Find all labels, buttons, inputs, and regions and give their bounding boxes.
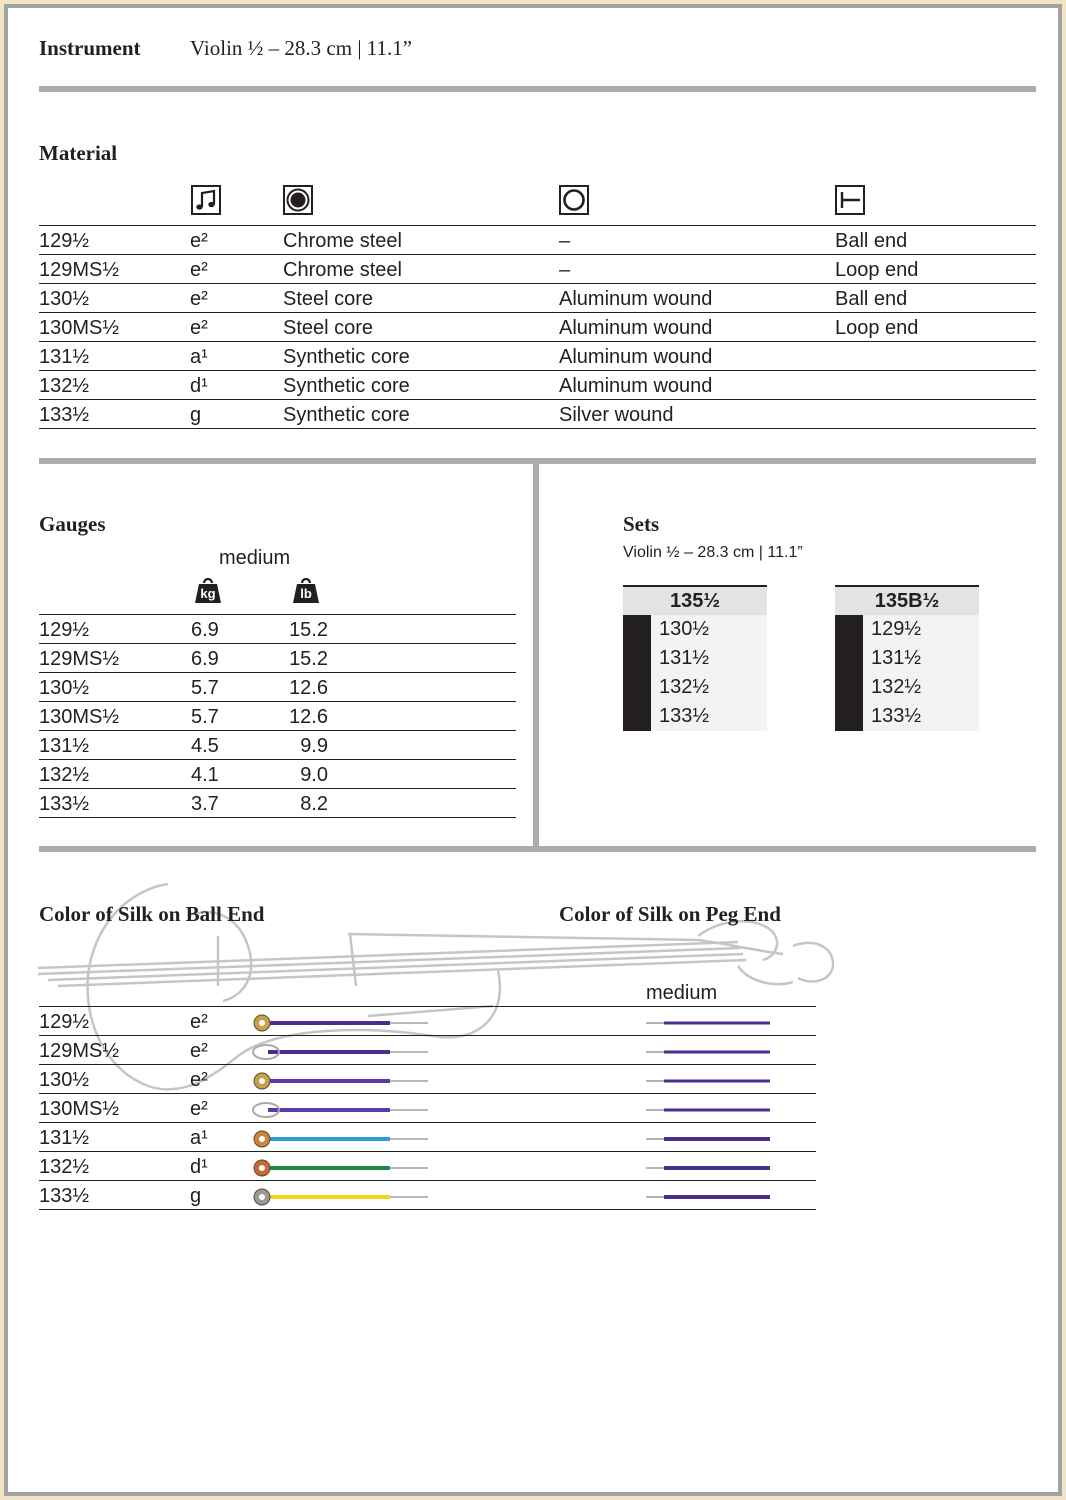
table-row-rule bbox=[39, 1093, 816, 1094]
ball-end-string-image bbox=[250, 1129, 430, 1149]
core-icon bbox=[283, 185, 313, 215]
table-row-rule bbox=[39, 1209, 816, 1210]
note-cell: a¹ bbox=[190, 346, 208, 368]
peg-end-string-image bbox=[644, 1100, 774, 1120]
note-cell: e² bbox=[190, 1098, 208, 1120]
table-row-rule bbox=[39, 788, 516, 789]
core-cell: Chrome steel bbox=[283, 259, 402, 281]
table-row-rule bbox=[39, 1035, 816, 1036]
end-cell: Ball end bbox=[835, 288, 908, 310]
set-name: 135½ bbox=[623, 585, 767, 615]
table-row-rule bbox=[39, 370, 1036, 371]
lb-value: 15.2 bbox=[289, 619, 328, 641]
table-row-rule bbox=[39, 1064, 816, 1065]
instrument-value: Violin ½ – 28.3 cm | 11.1” bbox=[190, 36, 413, 60]
kg-value: 6.9 bbox=[191, 648, 219, 670]
silk-ball-title: Color of Silk on Ball End bbox=[39, 902, 265, 926]
ball-end-hole bbox=[259, 1020, 265, 1026]
end-cell: Ball end bbox=[835, 230, 908, 252]
set-items bbox=[863, 615, 979, 731]
winding-cell: Aluminum wound bbox=[559, 346, 713, 368]
table-row-rule bbox=[39, 759, 516, 760]
table-row-rule bbox=[39, 341, 1036, 342]
note-cell: g bbox=[190, 404, 202, 426]
end-cell: Loop end bbox=[835, 259, 919, 281]
kg-value: 4.1 bbox=[191, 764, 219, 786]
set-item: 131½ bbox=[659, 647, 710, 669]
string-id: 129MS½ bbox=[39, 648, 120, 670]
set-item: 129½ bbox=[871, 618, 922, 640]
note-cell: e² bbox=[190, 230, 208, 252]
string-id: 130MS½ bbox=[39, 317, 120, 339]
table-row-rule bbox=[39, 283, 1036, 284]
end-icon bbox=[835, 185, 865, 215]
string-id: 130½ bbox=[39, 1069, 90, 1091]
core-cell: Synthetic core bbox=[283, 375, 410, 397]
table-row-rule bbox=[39, 817, 516, 818]
ball-end-hole bbox=[259, 1194, 265, 1200]
ball-end-hole bbox=[259, 1136, 265, 1142]
divider bbox=[39, 846, 1036, 852]
table-top-rule bbox=[39, 225, 1036, 226]
note-cell: a¹ bbox=[190, 1127, 208, 1149]
lb-value: 12.6 bbox=[289, 677, 328, 699]
table-row-rule bbox=[39, 1151, 816, 1152]
table-row-rule bbox=[39, 672, 516, 673]
set-color-bar bbox=[835, 615, 863, 731]
peg-end-string-image bbox=[644, 1129, 774, 1149]
sets-subtitle: Violin ½ – 28.3 cm | 11.1” bbox=[623, 544, 803, 561]
vertical-divider bbox=[533, 464, 539, 847]
lb-value: 9.0 bbox=[300, 764, 328, 786]
table-row-rule bbox=[39, 254, 1036, 255]
set-item: 133½ bbox=[659, 705, 710, 727]
note-cell: g bbox=[190, 1185, 202, 1207]
table-row-rule bbox=[39, 1122, 816, 1123]
string-id: 129MS½ bbox=[39, 259, 120, 281]
note-cell: e² bbox=[190, 317, 208, 339]
winding-cell: Aluminum wound bbox=[559, 317, 713, 339]
table-row-rule bbox=[39, 428, 1036, 429]
kg-value: 5.7 bbox=[191, 677, 219, 699]
table-top-rule bbox=[39, 1006, 816, 1007]
ball-end-hole bbox=[259, 1078, 265, 1084]
winding-cell: Silver wound bbox=[559, 404, 674, 426]
string-id: 132½ bbox=[39, 1156, 90, 1178]
peg-end-string-image bbox=[644, 1187, 774, 1207]
table-row-rule bbox=[39, 1180, 816, 1181]
lb-unit-label: lb bbox=[300, 586, 312, 601]
note-cell: e² bbox=[190, 1011, 208, 1033]
string-id: 132½ bbox=[39, 375, 90, 397]
divider bbox=[39, 86, 1036, 92]
set-name: 135B½ bbox=[835, 585, 979, 615]
note-cell: d¹ bbox=[190, 1156, 208, 1178]
string-id: 130½ bbox=[39, 677, 90, 699]
sets-title: Sets bbox=[623, 512, 660, 536]
table-row-rule bbox=[39, 312, 1036, 313]
ball-end-hole bbox=[259, 1165, 265, 1171]
ball-end-string-image bbox=[250, 1042, 430, 1062]
lb-value: 15.2 bbox=[289, 648, 328, 670]
lb-value: 12.6 bbox=[289, 706, 328, 728]
kg-value: 6.9 bbox=[191, 619, 219, 641]
core-cell: Synthetic core bbox=[283, 346, 410, 368]
core-cell: Synthetic core bbox=[283, 404, 410, 426]
lb-value: 9.9 bbox=[300, 735, 328, 757]
gauges-title: Gauges bbox=[39, 512, 106, 536]
note-cell: e² bbox=[190, 259, 208, 281]
page-frame bbox=[4, 4, 1062, 1496]
core-cell: Steel core bbox=[283, 317, 374, 339]
set-item: 131½ bbox=[871, 647, 922, 669]
table-row-rule bbox=[39, 399, 1036, 400]
string-id: 133½ bbox=[39, 404, 90, 426]
string-id: 129MS½ bbox=[39, 1040, 120, 1062]
string-id: 130MS½ bbox=[39, 706, 120, 728]
silk-peg-subtitle: medium bbox=[646, 982, 718, 1004]
ball-end-string-image bbox=[250, 1187, 430, 1207]
winding-cell: Aluminum wound bbox=[559, 375, 713, 397]
string-id: 129½ bbox=[39, 230, 90, 252]
peg-end-string-image bbox=[644, 1042, 774, 1062]
string-id: 129½ bbox=[39, 1011, 90, 1033]
table-top-rule bbox=[39, 614, 516, 615]
lb-weight-icon bbox=[292, 578, 320, 604]
ball-end-string-image bbox=[250, 1100, 430, 1120]
note-cell: e² bbox=[190, 288, 208, 310]
note-cell: e² bbox=[190, 1040, 208, 1062]
silk-peg-title: Color of Silk on Peg End bbox=[559, 902, 781, 926]
ball-end-string-image bbox=[250, 1158, 430, 1178]
end-cell: Loop end bbox=[835, 317, 919, 339]
spec-sheet bbox=[8, 8, 1058, 1492]
core-cell: Steel core bbox=[283, 288, 374, 310]
string-id: 133½ bbox=[39, 793, 90, 815]
peg-end-string-image bbox=[644, 1071, 774, 1091]
set-items bbox=[651, 615, 767, 731]
table-row-rule bbox=[39, 730, 516, 731]
string-id: 131½ bbox=[39, 735, 90, 757]
string-id: 130½ bbox=[39, 288, 90, 310]
note-cell: e² bbox=[190, 1069, 208, 1091]
kg-value: 5.7 bbox=[191, 706, 219, 728]
table-row-rule bbox=[39, 643, 516, 644]
winding-cell: – bbox=[559, 259, 571, 281]
kg-value: 4.5 bbox=[191, 735, 219, 757]
core-cell: Chrome steel bbox=[283, 230, 402, 252]
lb-value: 8.2 bbox=[300, 793, 328, 815]
set-item: 130½ bbox=[659, 618, 710, 640]
gauges-subtitle: medium bbox=[219, 547, 291, 569]
winding-cell: Aluminum wound bbox=[559, 288, 713, 310]
note-cell: d¹ bbox=[190, 375, 208, 397]
ball-end-string-image bbox=[250, 1013, 430, 1033]
winding-icon bbox=[559, 185, 589, 215]
note-icon bbox=[191, 185, 221, 215]
kg-value: 3.7 bbox=[191, 793, 219, 815]
table-row-rule bbox=[39, 701, 516, 702]
string-id: 131½ bbox=[39, 1127, 90, 1149]
set-item: 132½ bbox=[659, 676, 710, 698]
string-id: 129½ bbox=[39, 619, 90, 641]
ball-end-string-image bbox=[250, 1071, 430, 1091]
string-id: 133½ bbox=[39, 1185, 90, 1207]
set-color-bar bbox=[623, 615, 651, 731]
string-id: 131½ bbox=[39, 346, 90, 368]
material-title: Material bbox=[39, 141, 118, 165]
string-id: 132½ bbox=[39, 764, 90, 786]
peg-end-string-image bbox=[644, 1013, 774, 1033]
set-item: 133½ bbox=[871, 705, 922, 727]
set-item: 132½ bbox=[871, 676, 922, 698]
string-id: 130MS½ bbox=[39, 1098, 120, 1120]
peg-end-string-image bbox=[644, 1158, 774, 1178]
instrument-label: Instrument bbox=[39, 36, 141, 60]
winding-cell: – bbox=[559, 230, 571, 252]
kg-weight-icon bbox=[194, 578, 222, 604]
kg-unit-label: kg bbox=[200, 586, 216, 601]
